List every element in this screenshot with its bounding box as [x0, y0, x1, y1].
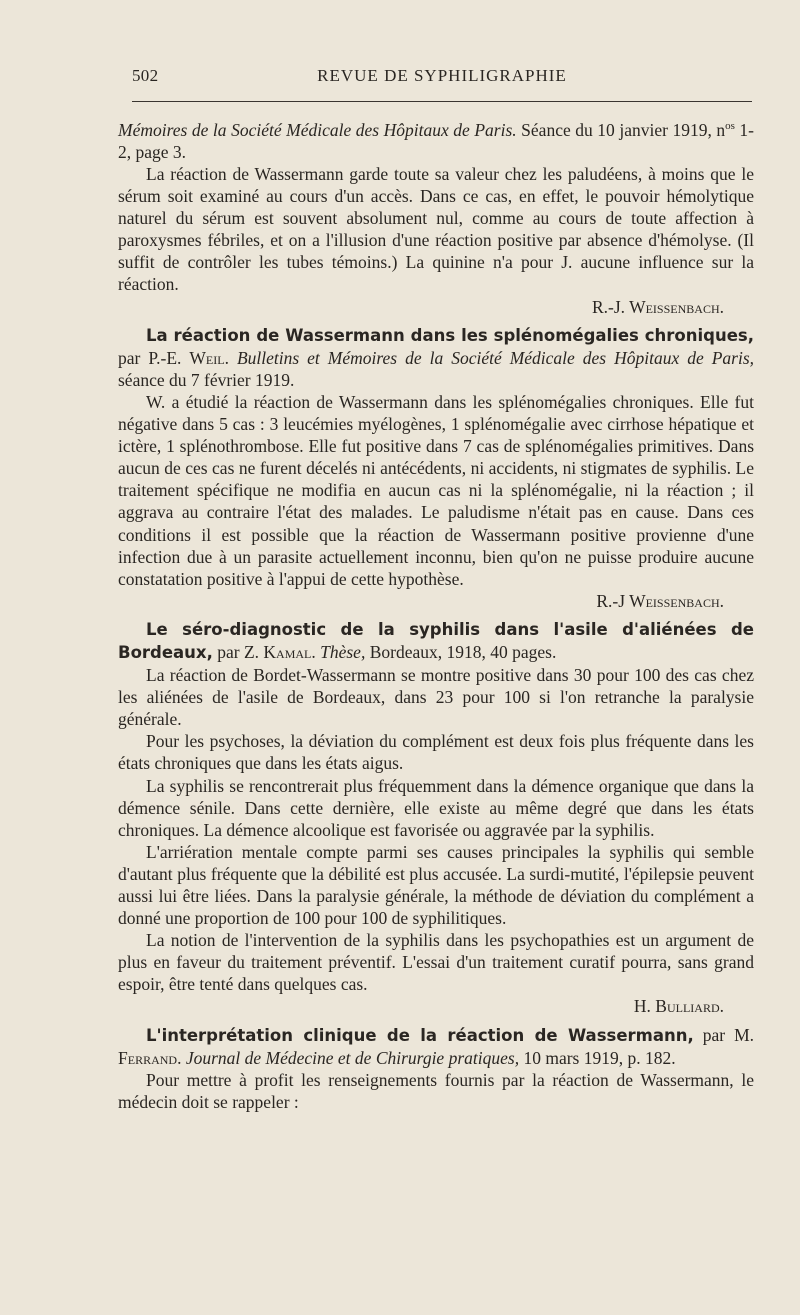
article1-author: Weil: [189, 347, 225, 368]
article2-signature: H. Bulliard.: [633, 996, 724, 1017]
article2-heading: Le séro-diagnostic de la syphilis dans l'asile d'aliénées de Bordeaux,: [118, 619, 754, 662]
article3-author: Ferrand: [118, 1047, 178, 1068]
article1-heading: La réaction de Wassermann dans les splénomégalies chroniques,: [146, 325, 754, 345]
article1-body: W. a étudié la réaction de Wassermann dans les splénomégalies chroniques. Elle fut négative dans 5 cas : 3 leucémies myélogènes, 1 splénomégalie avec cirrhose hépatique et ictère, 1 splénothrombose. Elle fut positive dans 7 cas de splénomégalies primitives. Dans aucun de ces cas ne furent décelés ni antécédents, ni accidents, ni stigmates de syphilis. Le traitement spécifique ne modifia en aucun cas ni la splénomégalie, ni la réaction ; il aggrava au contraire l'état des malades. Le paludisme n'était pas en cause. Dans ces conditions il est possible que la réaction de Wassermann positive provienne d'une infection due à un parasite actuellement inconnu, bien qu'on ne puisse produire aucune constatation positive à l'appui de cette hypothèse.: [118, 391, 754, 589]
article3-source: Journal de Médecine et de Chirurgie pratiques,: [185, 1047, 520, 1068]
text-column: [118, 115, 754, 1113]
article2-paragraph: La réaction de Bordet-Wassermann se montre positive dans 30 pour 100 des cas chez les aliénées de l'asile de Bordeaux, dans 23 pour 100 si l'on retranche la paralysie générale.: [118, 665, 754, 730]
article2-author: Kamal: [263, 641, 312, 662]
page-number: 502: [132, 66, 159, 85]
article0-source-italic: Mémoires de la Société Médicale des Hôpitaux de Paris.: [118, 119, 517, 140]
article3-heading: L'interprétation clinique de la réaction de Wassermann,: [146, 1025, 694, 1045]
article0-signature: R.-J. Weissenbach.: [591, 296, 724, 317]
article3-header: L'interprétation clinique de la réaction de Wassermann, par M. Ferrand. Journal de Médecine et de Chirurgie pratiques, 10 mars 1919, p. 182.: [118, 1024, 754, 1068]
article1-signature: R.-J Weissenbach.: [596, 590, 724, 611]
article2-source: Thèse,: [320, 641, 366, 662]
header-rule: [132, 101, 752, 102]
article2-header: Le séro-diagnostic de la syphilis dans l'asile d'aliénées de Bordeaux, par Z. Kamal. Thèse, Bordeaux, 1918, 40 pages.: [118, 619, 754, 662]
article3-body: Pour mettre à profit les renseignements fournis par la réaction de Wassermann, le médecin doit se rappeler :: [118, 1069, 754, 1112]
article2-paragraph: Pour les psychoses, la déviation du complément est deux fois plus fréquente dans les états chroniques que dans les états aigus.: [118, 731, 754, 774]
article2-paragraph: L'arriération mentale compte parmi ses causes principales la syphilis qui semble d'autant plus fréquente que la débilité est plus accusée. La surdi-mutité, l'épilepsie peuvent aussi lui être liées. Dans la paralysie générale, la méthode de déviation du complément a donné une proportion de 100 pour 100 de syphilitiques.: [118, 841, 754, 929]
article1-header: La réaction de Wassermann dans les splénomégalies chroniques, par P.-E. Weil. Bulletins et Mémoires de la Société Médicale des Hôpitaux de Paris, séance du 7 février 1919.: [118, 325, 755, 390]
running-header: [132, 66, 752, 90]
article2-paragraph: La syphilis se rencontrerait plus fréquemment dans la démence organique que dans la démence sénile. Dans cette dernière, elle existe au même degré que dans les états chroniques. La démence alcoolique est favorisée ou aggravée par la syphilis.: [118, 775, 754, 840]
article0-source: Mémoires de la Société Médicale des Hôpitaux de Paris. Séance du 10 janvier 1919, $n^{os}$ 1-2, page 3.: [118, 119, 755, 162]
running-title: REVUE DE SYPHILIGRAPHIE: [317, 66, 567, 85]
article1-source: Bulletins et Mémoires de la Société Médicale des Hôpitaux de Paris,: [236, 347, 755, 368]
article2-paragraph: La notion de l'intervention de la syphilis dans les psychopathies est un argument de plus en faveur du traitement préventif. L'essai d'un traitement curatif pourra, sans grand espoir, être tenté dans quelques cas.: [118, 930, 754, 995]
article0-body: La réaction de Wassermann garde toute sa valeur chez les paludéens, à moins que le sérum soit examiné au cours d'un accès. Dans ce cas, en effet, le pouvoir hémolytique naturel du sérum est souvent absolument nul, comme au cours de toute affection à paroxysmes fébriles, et on a l'illusion d'une réaction positive par absence d'hémolyse. (Il suffit de contrôler les tubes témoins.) La quinine n'a pour J. aucune influence sur la réaction.: [118, 164, 754, 295]
